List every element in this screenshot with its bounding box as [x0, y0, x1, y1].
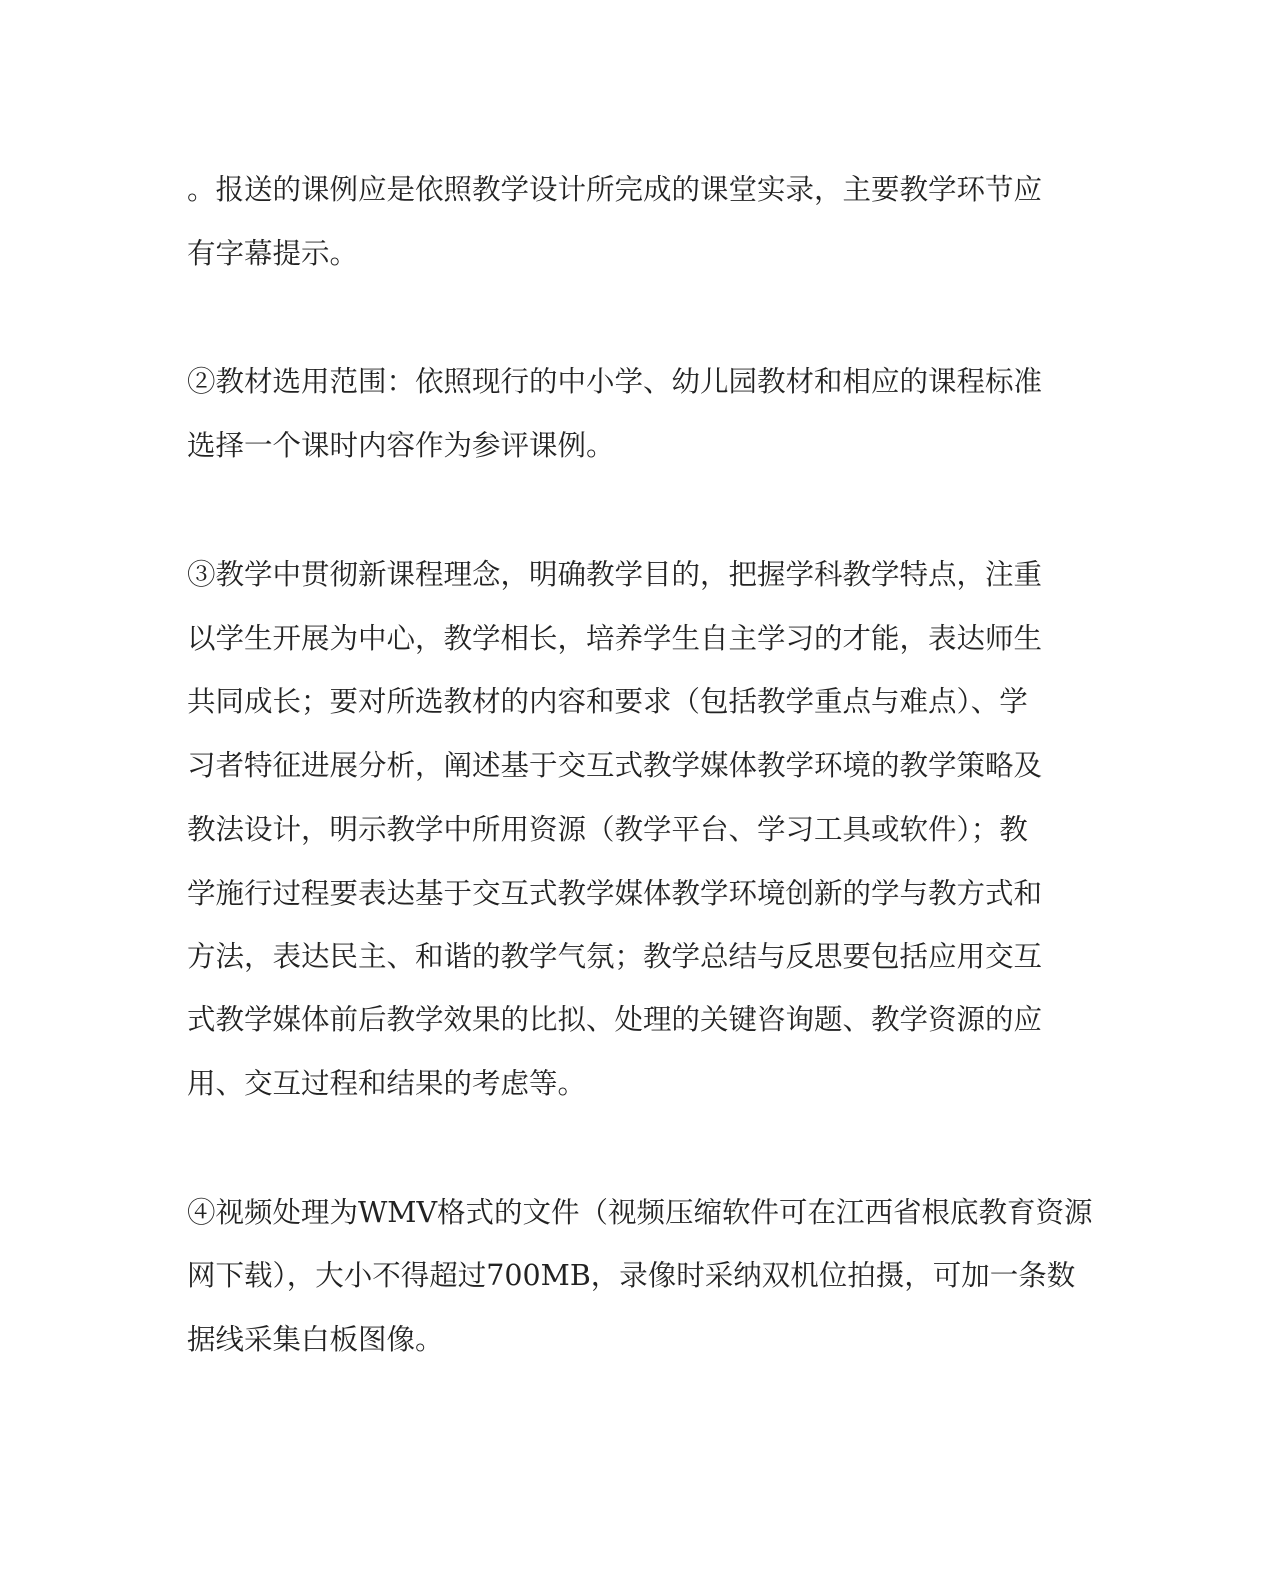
paragraph-3-line-6: 学施行过程要表达基于交互式教学媒体教学环境创新的学与教方式和 [187, 877, 1043, 910]
paragraph-3-line-2: 以学生开展为中心，教学相长，培养学生自主学习的才能，表达师生 [187, 622, 1043, 655]
paragraph-3-line-3: 共同成长；要对所选教材的内容和要求（包括教学重点与难点）、学 [187, 685, 1028, 718]
paragraph-4-line-2: 网下载），大小不得超过700MB，录像时采纳双机位拍摄，可加一条数 [187, 1259, 1076, 1292]
paragraph-3-line-7: 方法，表达民主、和谐的教学气氛；教学总结与反思要包括应用交互 [187, 940, 1043, 973]
paragraph-4-line-1: ④视频处理为WMV格式的文件（视频压缩软件可在江西省根底教育资源 [187, 1196, 1093, 1229]
paragraph-1-line-1: 。报送的课例应是依照教学设计所完成的课堂实录，主要教学环节应 [187, 173, 1043, 206]
paragraph-3-line-5: 教法设计，明示教学中所用资源（教学平台、学习工具或软件）；教 [187, 813, 1028, 846]
paragraph-1-line-2: 有字幕提示。 [187, 237, 359, 270]
paragraph-3-line-9: 用、交互过程和结果的考虑等。 [187, 1067, 587, 1100]
paragraph-2-line-2: 选择一个课时内容作为参评课例。 [187, 429, 615, 462]
paragraph-4-line-3: 据线采集白板图像。 [187, 1323, 444, 1356]
paragraph-2-line-1: ②教材选用范围：依照现行的中小学、幼儿园教材和相应的课程标准 [187, 365, 1043, 398]
paragraph-3-line-4: 习者特征进展分析，阐述基于交互式教学媒体教学环境的教学策略及 [187, 749, 1043, 782]
paragraph-3-line-1: ③教学中贯彻新课程理念，明确教学目的，把握学科教学特点，注重 [187, 558, 1043, 591]
paragraph-3-line-8: 式教学媒体前后教学效果的比拟、处理的关键咨询题、教学资源的应 [187, 1003, 1043, 1036]
